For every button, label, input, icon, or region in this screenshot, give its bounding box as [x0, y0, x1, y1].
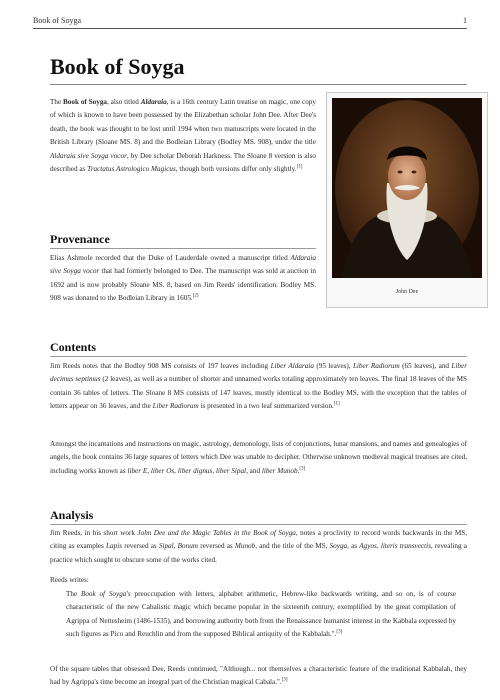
citation-link[interactable]: [3] — [336, 629, 343, 635]
analysis-rule — [50, 524, 467, 525]
figure-caption: John Dee — [395, 289, 419, 295]
section-heading-contents: Contents — [50, 340, 97, 354]
provenance-rule — [50, 248, 316, 249]
section-heading-provenance: Provenance — [50, 232, 110, 246]
contents-paragraph-2: Amongst the incantations and instructions on magic, astrology, demonology, lists of conjunctions, lunar mansions, and names and genealogies of angels, the book contains 36 large squares of letters which Dee was unable to decipher. Otherwise unknown medieval magical treatises are cited, including works known as liber E, liber Os, liber dignus, liber Sipal, and liber Munob.[3] — [50, 440, 467, 475]
citation-link[interactable]: [3] — [299, 466, 306, 472]
running-header — [33, 14, 467, 29]
citation-link[interactable]: [1] — [296, 164, 303, 170]
block-quote: The Book of Soyga's preoccupation with letters, alphabet arithmetic, Hebrew-like backwards writing, and so on, is of course characteristic of the new Cabalistic magic which became popular in the sixteenth century, exemplified by the great compilation of Agrippa of Nettesheim (1486-1535), and borrowing authority both from the Renaissance humanist interest in the Kabbala expressed by such figures as Pico and Reuchlin and from the supposed Biblical antiquity of the Kabbalah.".[3] — [66, 590, 456, 639]
analysis-paragraph-3: Of the square tables that obsessed Dee, Reeds continued, "Although... not themselves a characteristic feature of the traditional Kabbalah, they had by Agrippa's time become an integral part of the Christian magical Cabala.".[3] — [50, 665, 467, 687]
running-title: Book of Soyga — [33, 16, 81, 25]
provenance-paragraph: Elias Ashmole recorded that the Duke of Lauderdale owned a manuscript titled Aldaraia sive Soyga vocor that had formerly belonged to Dee. The manuscript was sold at auction in 1692 and is now probably Sloane MS. 8, based on Jim Reeds' identification. Bodley MS. 908 was donated to the Bodleian Library in 1605.[2] — [50, 254, 316, 303]
page-number: 1 — [463, 16, 467, 25]
article-title: Book of Soyga — [50, 54, 185, 79]
section-heading-analysis: Analysis — [50, 508, 94, 522]
intro-paragraph: The Book of Soyga, also titled Aldaraia, is a 16th century Latin treatise on magic, one copy of which is known to have been possessed by the Elizabethan scholar John Dee. After Dee's death, the book was thought to be lost until 1994 when two manuscripts were located in the British Library (Sloane MS. 8) and the Bodleian Library (Bodley MS. 908), under the title Aldaraia sive Soyga vocor, by Dee scholar Deborah Harkness. The Sloane 8 version is also described as Tractatus Astrologico Magicus, though both versions differ only slightly.[1] — [50, 98, 316, 174]
analysis-paragraph-2: Reeds writes: — [50, 576, 89, 584]
citation-link[interactable]: [3] — [281, 678, 288, 684]
citation-link[interactable]: [2] — [192, 293, 199, 299]
contents-paragraph-1: Jim Reeds notes that the Bodley 908 MS consists of 197 leaves including Liber Aldaraia (95 leaves), Liber Radiorum (65 leaves), and Liber decimus septimus (2 leaves), as well as a number of shorter and unnamed works totaling approximately ten leaves. The final 18 leaves of the MS contain 36 tables of letters. The Sloane 8 MS consists of 147 leaves, mostly identical to the Bodley MS, with the exception that the tables of letters appear on 36 leaves, and the Liber Radiorum is presented in a two leaf summarized version.[1] — [50, 362, 467, 411]
portrait-figure — [326, 92, 488, 308]
citation-link[interactable]: [1] — [333, 401, 340, 407]
title-rule — [50, 84, 467, 85]
analysis-paragraph-1: Jim Reeds, in his short work John Dee and the Magic Tables in the Book of Soyga, notes a proclivity to record words backwards in the MS, citing as examples Lapis reversed as Sipal, Bonum reversed as Munob, and the title of the MS, Soyga, as Agyos, literis transvectis, revealing a practice which sought to obscure some of the works cited. — [50, 529, 468, 564]
contents-rule — [50, 356, 467, 357]
john-dee-portrait-image — [332, 98, 482, 278]
